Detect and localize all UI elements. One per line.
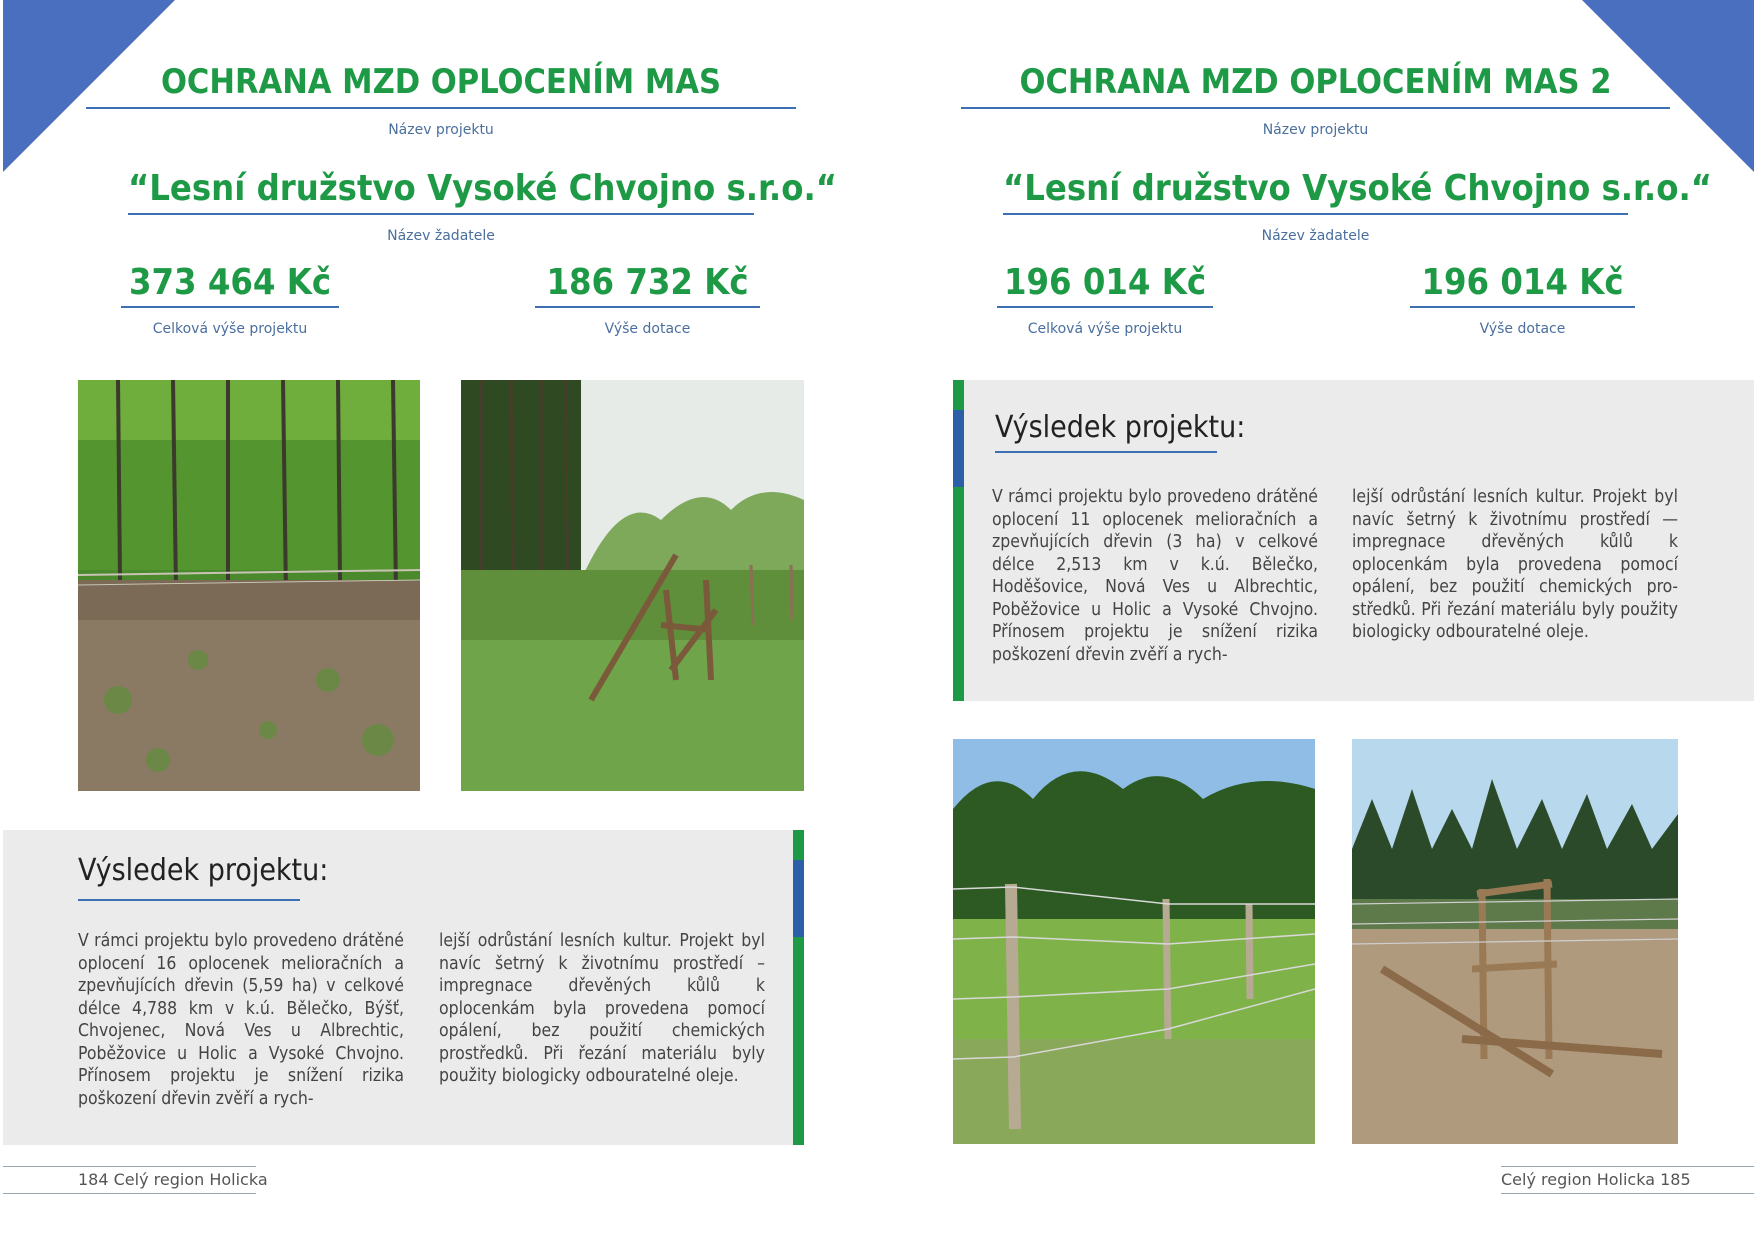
total-underline	[121, 306, 339, 308]
total-label: Celková výše projektu	[152, 321, 308, 337]
grant-amount: 196 014 Kč	[1421, 262, 1624, 303]
title-underline	[961, 107, 1670, 109]
applicant-label: Název žadatele	[387, 228, 495, 244]
total-label: Celková výše projektu	[1027, 321, 1183, 337]
title-underline	[86, 107, 796, 109]
result-text-col1: V rámci projektu bylo provedeno drátěné oplocení 16 oplocenek melioračních a zpevňujících dřevin (5,59 ha) v celkové délce 4,788 km v k.ú. Bělečko, Býšť, Chvojenec, Nová Ves u Albrechtic, Poběžovice u Holic a Vysoké Chvojno. Přínosem projektu je snížení rizika poškození dřevin zvěří a rych-	[78, 931, 404, 1109]
result-heading-underline	[78, 899, 300, 901]
grant-label: Výše dotace	[1479, 321, 1566, 337]
footer-line-bottom	[3, 1193, 256, 1194]
panel-accent-bar-blue	[953, 410, 964, 487]
result-heading: Výsledek projektu:	[995, 410, 1246, 445]
grant-amount: 186 732 Kč	[546, 262, 749, 303]
footer-line-bottom	[1501, 1193, 1754, 1194]
total-underline	[997, 306, 1213, 308]
total-amount: 373 464 Kč	[128, 262, 332, 303]
result-text-col2: lejší odrůstání lesních kultur. Projekt byl navíc šetrný k životnímu prostředí — impregnace dřevěných kůlů k oplocenkám byla provedena pomocí opálení, bez použití chemických prostředků. Při řezání materiálu byly použity biologicky odbouratelné oleje.	[1352, 487, 1678, 642]
applicant-label: Název žadatele	[1261, 228, 1370, 244]
measure-title: OCHRANA MZD OPLOCENÍM MAS 2	[1019, 62, 1612, 102]
page-footer: Celý region Holicka 185	[1501, 1170, 1691, 1189]
applicant-name: “Lesní družstvo Vysoké Chvojno s.r.o.“	[1003, 168, 1713, 209]
photo-forest-fence-2	[953, 739, 1315, 1144]
project-label: Název projektu	[1262, 122, 1369, 138]
footer-line-top	[3, 1166, 256, 1167]
photo-meadow-gate	[461, 380, 804, 791]
footer-line-top	[1501, 1166, 1754, 1167]
panel-accent-bar-blue	[793, 860, 804, 937]
grant-underline	[535, 306, 760, 308]
page-footer: 184 Celý region Holicka	[78, 1170, 268, 1189]
result-heading: Výsledek projektu:	[78, 853, 329, 888]
total-amount: 196 014 Kč	[1003, 262, 1207, 303]
applicant-underline	[128, 213, 754, 215]
result-text-col2: lejší odrůstání lesních kultur. Projekt byl navíc šetrný k životnímu prostředí – impregnace dřevěných kůlů k oplocenkám byla provedena pomocí opálení, bez použití chemických prostředků. Při řezání materiálu byly použity biologicky odbouratelné oleje.	[439, 931, 765, 1086]
applicant-underline	[1003, 213, 1628, 215]
photo-clearing-gate	[1352, 739, 1678, 1144]
grant-label: Výše dotace	[604, 321, 691, 337]
measure-title: OCHRANA MZD OPLOCENÍM MAS	[160, 62, 722, 102]
project-label: Název projektu	[388, 122, 494, 138]
photo-forest-fence-1	[78, 380, 420, 791]
applicant-name: “Lesní družstvo Vysoké Chvojno s.r.o.“	[128, 168, 838, 209]
result-text-col1: V rámci projektu bylo provedeno drátěné oplocení 11 oplocenek melioračních a zpevňujících dřevin (3 ha) v celkové délce 2,513 km v k.ú. Bělečko, Hoděšovice, Nová Ves u Albrechtic, Poběžovice u Holic a Vysoké Chvojno. Přínosem projektu je snížení rizika poškození dřevin zvěří a rych-	[992, 487, 1318, 665]
result-heading-underline	[995, 451, 1217, 453]
grant-underline	[1410, 306, 1635, 308]
